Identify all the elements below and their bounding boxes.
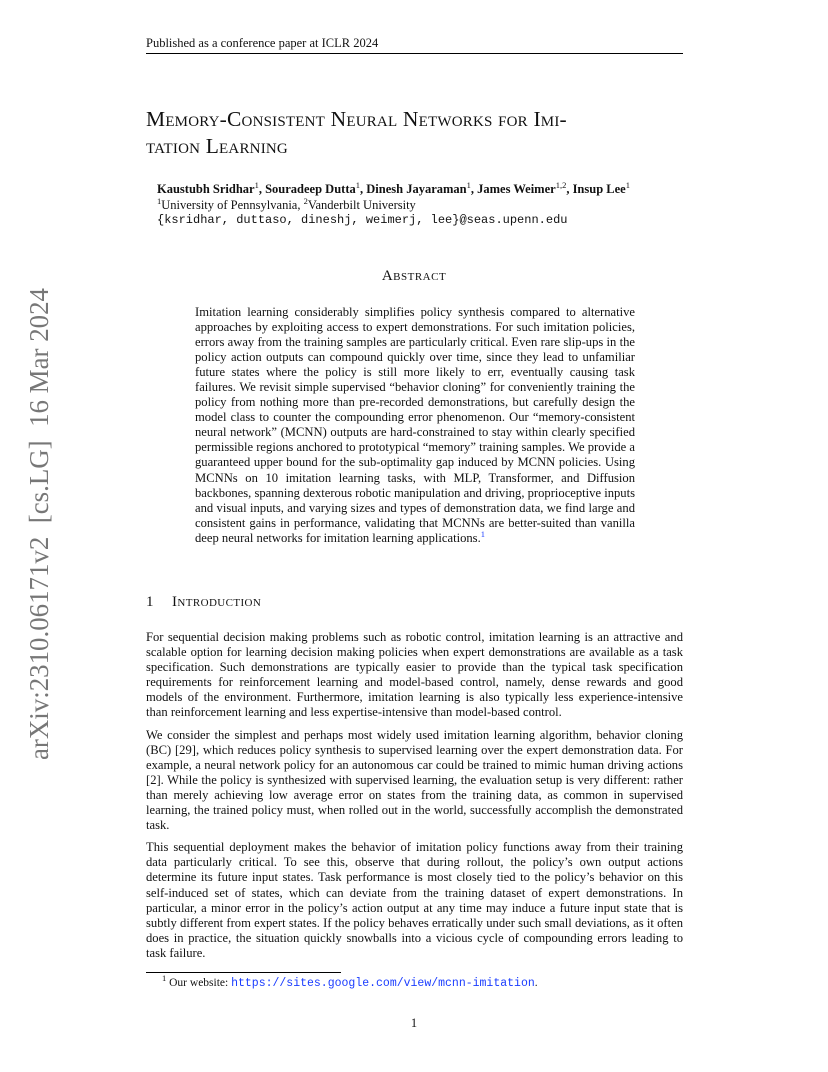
author-affil-mark: 1: [254, 180, 259, 190]
author-name: Kaustubh Sridhar: [157, 182, 255, 196]
website-link[interactable]: https://sites.google.com/view/mcnn-imitation: [231, 977, 535, 990]
author-name: Souradeep Dutta: [265, 182, 356, 196]
author-item: [573, 182, 630, 196]
affiliation-mark: 1: [157, 196, 162, 206]
author-separator: ,: [360, 182, 367, 196]
author-name: James Weimer: [477, 182, 556, 196]
header-rule: [146, 53, 683, 54]
introduction-body: [146, 630, 683, 968]
author-affil-mark: 1: [355, 180, 360, 190]
arxiv-stamp: [17, 286, 59, 760]
affiliations: [157, 198, 416, 213]
author-name: Insup Lee: [572, 182, 626, 196]
footnote-end: .: [534, 977, 538, 989]
footnote-rule: [146, 972, 341, 973]
running-head: Published as a conference paper at ICLR 2024: [146, 36, 379, 50]
author-item: [477, 182, 572, 196]
author-item: [157, 182, 265, 196]
affiliation-separator: ,: [297, 198, 304, 212]
author-item: [265, 182, 366, 196]
author-emails: {ksridhar, duttaso, dineshj, weimerj, lee}@seas.upenn.edu: [157, 213, 568, 227]
paragraph: We consider the simplest and perhaps most widely used imitation learning algorithm, behavior cloning (BC) [29], which reduces policy synthesis to supervised learning over the expert demonstration data. For example, a neural network policy for an autonomous car could be trained to mimic human driving actions [2]. While the policy is synthesized with supervised learning, the evaluation setup is very different: rather than merely achieving low average error on states from the training data, as common in supervised learning, the trained policy must, when rolled out in the world, successfully accomplish the demonstrated task.: [146, 727, 683, 833]
paper-title: [146, 106, 691, 160]
author-name: Dinesh Jayaraman: [366, 182, 467, 196]
author-affil-mark: 1: [466, 180, 471, 190]
author-separator: ,: [470, 182, 478, 196]
title-line-1: Memory-Consistent Neural Networks for Imi-: [146, 107, 567, 131]
footnote: [162, 973, 538, 990]
page-number: 1: [410, 1016, 418, 1030]
section-heading: [146, 594, 261, 611]
affiliation-name: University of Pennsylvania: [161, 198, 298, 212]
affiliation-name: Vanderbilt University: [307, 198, 416, 212]
abstract-heading: Abstract: [381, 268, 447, 284]
abstract-body: [195, 305, 635, 546]
section-number: 1: [146, 594, 154, 610]
author-separator: ,: [566, 182, 573, 196]
paragraph: For sequential decision making problems such as robotic control, imitation learning is an attractive and scalable option for learning decision making policies when expert demonstrations are available as a task specification. Such demonstrations are typically easier to provide than the typical task specification requirements for reinforcement learning and model-based control, namely, dense rewards and good models of the environment. Furthermore, imitation learning is also typically less experience-intensive than reinforcement learning and less expertise-intensive than model-based control.: [146, 630, 683, 720]
author-affil-mark: 1: [625, 180, 630, 190]
paragraph: This sequential deployment makes the behavior of imitation policy functions away from their training data particularly critical. To see this, observe that during rollout, the policy’s own output actions determine its future input states. Task performance is most closely tied to the policy’s behavior on this self-induced set of states, which can deviate from the training dataset of expert demonstrations. In particular, a minor error in the policy’s action output at any time may induce a future input state that is subtly different from expert states. If the policy behaves erratically under such small deviations, as it often does in practice, the situation quickly snowballs into a vicious cycle of compounding errors leading to task failure.: [146, 840, 683, 960]
arxiv-id-text: arXiv:2310.06171v2 [cs.LG] 16 Mar 2024: [24, 286, 54, 760]
abstract-text: Imitation learning considerably simplifies policy synthesis compared to alternative approaches by exploiting access to expert demonstrations. For such imitation policies, errors away from the training samples are particularly critical. Even rare slip-ups in the policy action outputs can compound quickly over time, since they lead to unfamiliar future states where the policy is still more likely to err, eventually causing task failures. We revisit simple supervised “behavior cloning” for conveniently training the policy from nothing more than pre-recorded demonstrations, but carefully design the model class to counter the compounding error phenomenon. Our “memory-consistent neural network” (MCNN) outputs are hard-constrained to stay within clearly specified permissible regions anchored to prototypical “memory” training samples. We provide a guaranteed upper bound for the sub-optimality gap induced by MCNN policies. Using MCNNs on 10 imitation learning tasks, with MLP, Transformer, and Diffusion backbones, spanning dexterous robotic manipulation and driving, proprioceptive inputs and visual inputs, and varying sizes and types of demonstration data, we find large and consistent gains in performance, validating that MCNNs are better-suited than vanilla deep neural networks for imitation learning applications.: [195, 305, 635, 545]
footnote-ref[interactable]: 1: [480, 528, 485, 539]
affiliation-mark: 2: [303, 196, 308, 206]
author-item: [366, 182, 477, 196]
author-affil-mark: 1,2: [555, 180, 567, 190]
author-list: [157, 182, 630, 197]
section-title: Introduction: [172, 594, 262, 610]
author-separator: ,: [258, 182, 266, 196]
footnote-mark: 1: [162, 973, 167, 983]
footnote-label: Our website:: [169, 977, 229, 989]
title-line-2: tation Learning: [146, 134, 288, 158]
arxiv-stamp-svg: [17, 286, 59, 760]
